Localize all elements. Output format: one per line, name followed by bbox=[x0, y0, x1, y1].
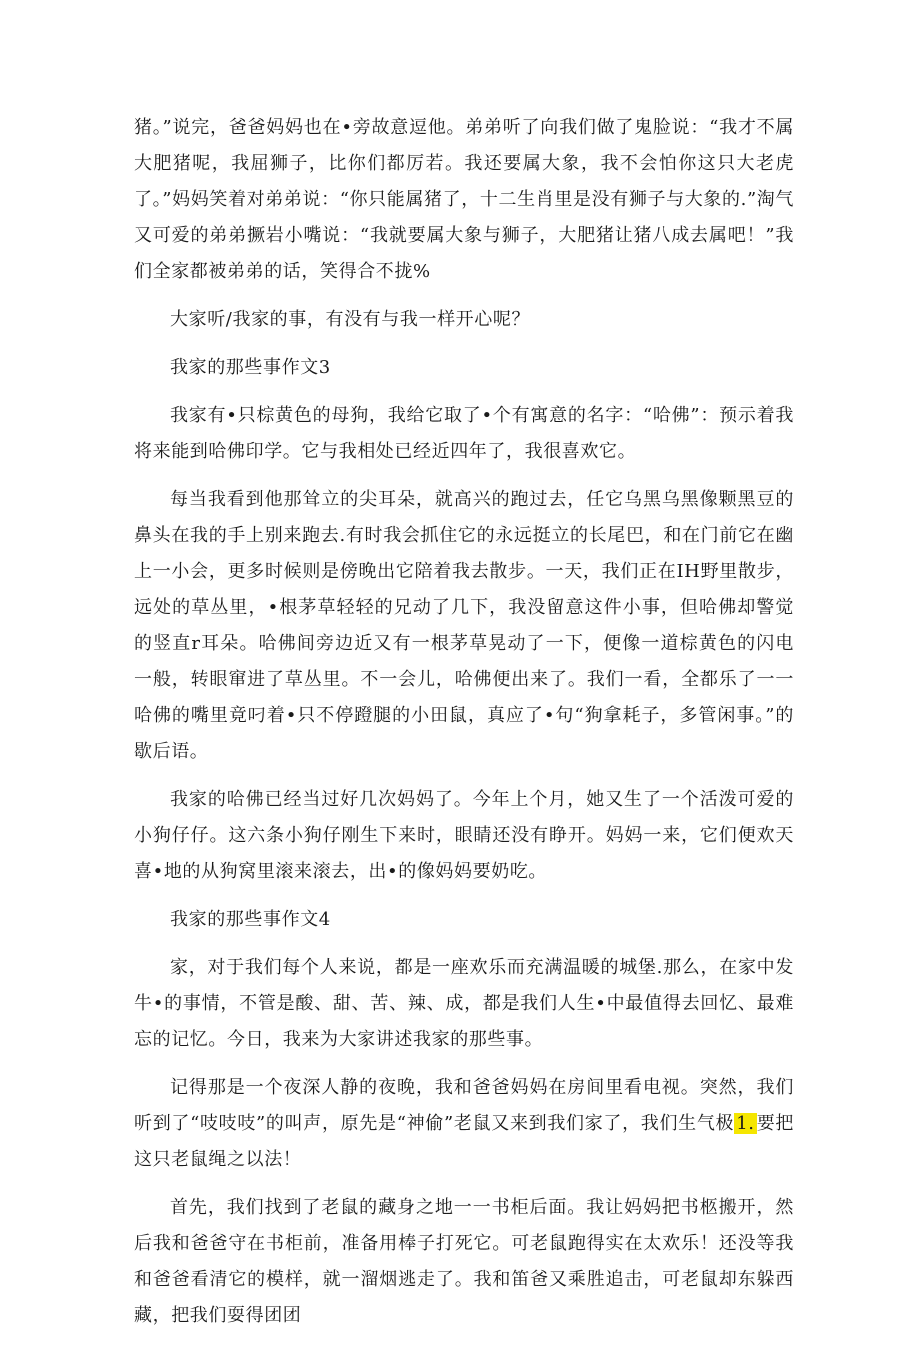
paragraph-text: 要把这只老鼠绳之以法！ bbox=[134, 1113, 794, 1170]
paragraph: 家，对于我们每个人来说，都是一座欢乐而充满温暖的城堡.那么，在家中发牛•的事情，不管是酸、甜、苦、辣、成，都是我们人生•中最值得去回忆、最难忘的记忆。今日，我来为大家讲述我家的那些事。 bbox=[134, 957, 794, 1050]
document-body bbox=[134, 110, 794, 1346]
paragraph: 首先，我们找到了老鼠的藏身之地一一书柜后面。我让妈妈把书柩搬开，然后我和爸爸守在书柜前，准备用棒子打死它。可老鼠跑得实在太欢乐！还没等我和爸爸看清它的模样，就一溜烟逃走了。我和笛爸又乘胜追击，可老鼠却东躲西藏，把我们耍得团团 bbox=[134, 1197, 794, 1326]
section-heading: 我家的那些事作文3 bbox=[170, 357, 331, 378]
paragraph bbox=[134, 1070, 794, 1178]
paragraph: 我家有•只棕黄色的母狗，我给它取了•个有寓意的名字：“哈佛”：预示着我将来能到哈佛印学。它与我相处已经近四年了，我很喜欢它。 bbox=[134, 405, 794, 462]
paragraph: 我家的哈佛已经当过好几次妈妈了。今年上个月，她又生了一个活泼可爱的小狗仔仔。这六条小狗仔刚生下来时，眼睛还没有睁开。妈妈一来，它们便欢天喜•地的从狗窝里滚来滚去，出•的像妈妈要奶吃。 bbox=[134, 789, 794, 882]
paragraph: 每当我看到他那耸立的尖耳朵，就高兴的跑过去，任它乌黑乌黑像颗黑豆的鼻头在我的手上别来跑去.有时我会抓住它的永远挺立的长尾巴，和在门前它在幽上一小会，更多时候则是傍晚出它陪着我去散步。一天，我们正在IH野里散步，远处的草丛里，•根茅草轻轻的兄动了几下，我没留意这件小事，但哈佛却警觉的竖直r耳朵。哈佛间旁边近又有一根茅草晃动了一下，便像一道棕黄色的闪电一般，转眼窜进了草丛里。不一会儿，哈佛便出来了。我们一看，全都乐了一一哈佛的嘴里竟叼着•只不停蹬腿的小田鼠，真应了•句“狗拿耗子，多管闲事。”的歇后语。 bbox=[134, 489, 794, 762]
section-heading: 我家的那些事作文4 bbox=[170, 909, 331, 930]
paragraph: 大家听/我家的事，有没有与我一样开心呢？ bbox=[170, 309, 531, 330]
paragraph: 猪。”说完，爸爸妈妈也在•旁故意逗他。弟弟听了向我们做了鬼脸说：“我才不属大肥猪呢，我屈狮子，比你们都厉若。我还要属大象，我不会怕你这只大老虎了。”妈妈笑着对弟弟说：“你只能属猪了，十二生肖里是没有狮子与大象的.”淘气又可爱的弟弟撅岩小嘴说：“我就要属大象与狮子，大肥猪让猪八成去属吧！”我们全家都被弟弟的话，笑得合不拢% bbox=[134, 117, 794, 282]
highlighted-mark: 1. bbox=[736, 1113, 755, 1134]
paragraph-text: 记得那是一个夜深人静的夜晚，我和爸爸妈妈在房间里看电视。突然，我们听到了“吱吱吱”的叫声，原先是“神偷”老鼠又来到我们家了，我们生气极 bbox=[134, 1077, 794, 1134]
